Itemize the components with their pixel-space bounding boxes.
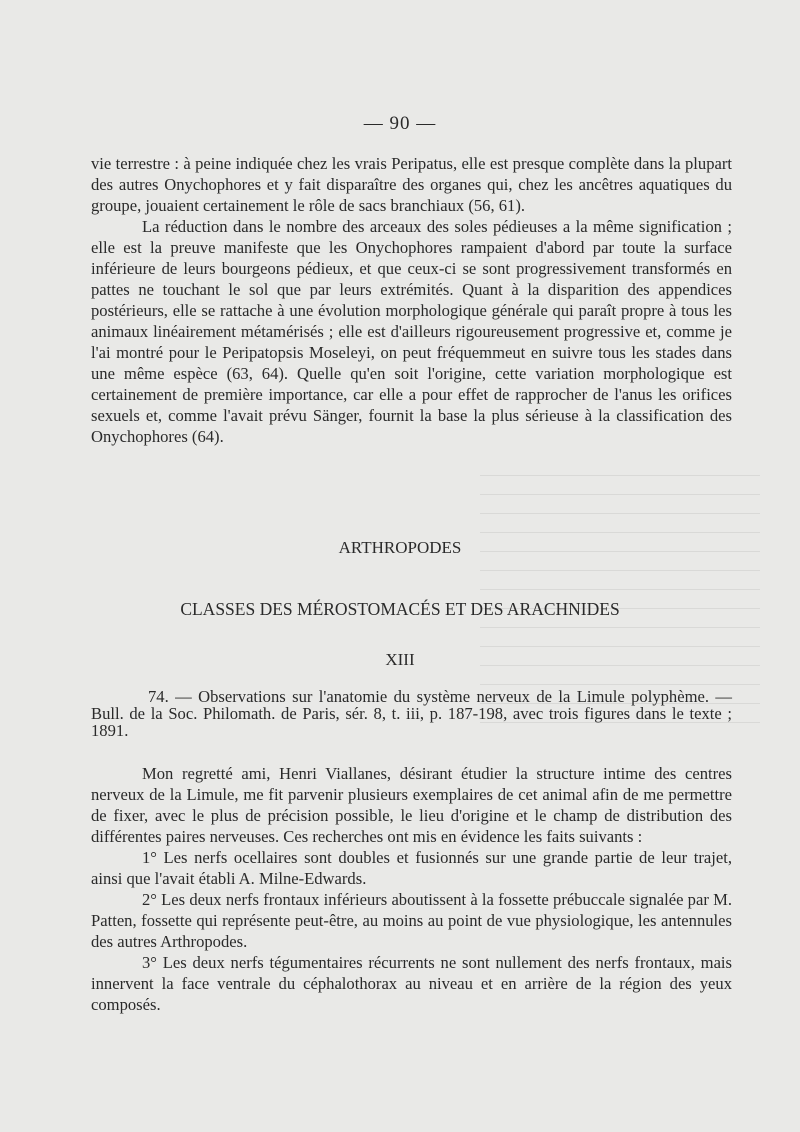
reference-text: 74. — Observations sur l'anatomie du système nerveux de la Limule polyphème. — Bull. de la Soc. Philomath. de Paris, sér. 8, t. iii, p. 187-198, avec trois figures dans le texte ; 1891. [91,687,732,740]
paragraph-1: vie terrestre : à peine indiquée chez les vrais Peripatus, elle est presque complète dans la plupart des autres Onychophores et y fait disparaître des organes qui, chez les ancêtres aquatiques du groupe, jouaient certainement le rôle de sacs branchiaux (56, 61). [91,154,732,215]
page-number: — 90 — [363,113,437,134]
list-item-2: 2° Les deux nerfs frontaux inférieurs aboutissent à la fossette prébuccale signalée par M. Patten, fossette qui représente peut-être, au moins au point de vue physiologique, les antennules des autres Arthropodes. [91,890,732,951]
heading-section-number: XIII [385,650,415,669]
list-item-3: 3° Les deux nerfs tégumentaires récurrents ne sont nullement des nerfs frontaux, mais innervent la face ventrale du céphalothorax au niveau et en arrière de la région des yeux composés. [91,953,732,1014]
heading-arthropodes: ARTHROPODES [338,538,462,557]
text-block-bottom [91,763,732,1015]
paragraph-2: La réduction dans le nombre des arceaux des soles pédieuses a la même signification ; elle est la preuve manifeste que les Onychophores rampaient d'abord par toute la surface inférieure de leurs bourgeons pédieux, et que ceux-ci se sont progressivement transformés en pattes ne touchant le sol que par leurs extrémités. Quant à la disparition des appendices postérieurs, elle se rattache à une évolution morphologique générale qui paraît propre à tous les animaux linéairement métamérisés ; elle est d'ailleurs rigoureusement progressive et, comme je l'ai montré pour le Peripatopsis Moseleyi, on peut fréquemmeut en suivre tous les stades dans une même espèce (63, 64). Quelle qu'en soit l'origine, cette variation morphologique est certainement de première importance, car elle a pour effet de rapprocher de l'anus les orifices sexuels et, comme l'avait prévu Sänger, fournit la base la plus sérieuse à la classification des Onychophores (64). [91,217,732,446]
bibliographic-reference [91,688,732,739]
text-block-top [91,153,732,447]
paragraph-3: Mon regretté ami, Henri Viallanes, désirant étudier la structure intime des centres nerveux de la Limule, me fit parvenir plusieurs exemplaires de cet animal afin de me permettre de fixer, avec le plus de précision possible, le lieu d'origine et le champ de distribution des différentes paires nerveuses. Ces recherches ont mis en évidence les faits suivants : [91,764,732,846]
list-item-1: 1° Les nerfs ocellaires sont doubles et fusionnés sur une grande partie de leur trajet, ainsi que l'avait établi A. Milne-Edwards. [91,848,732,888]
heading-classes: CLASSES DES MÉROSTOMACÉS ET DES ARACHNIDES [180,599,620,619]
